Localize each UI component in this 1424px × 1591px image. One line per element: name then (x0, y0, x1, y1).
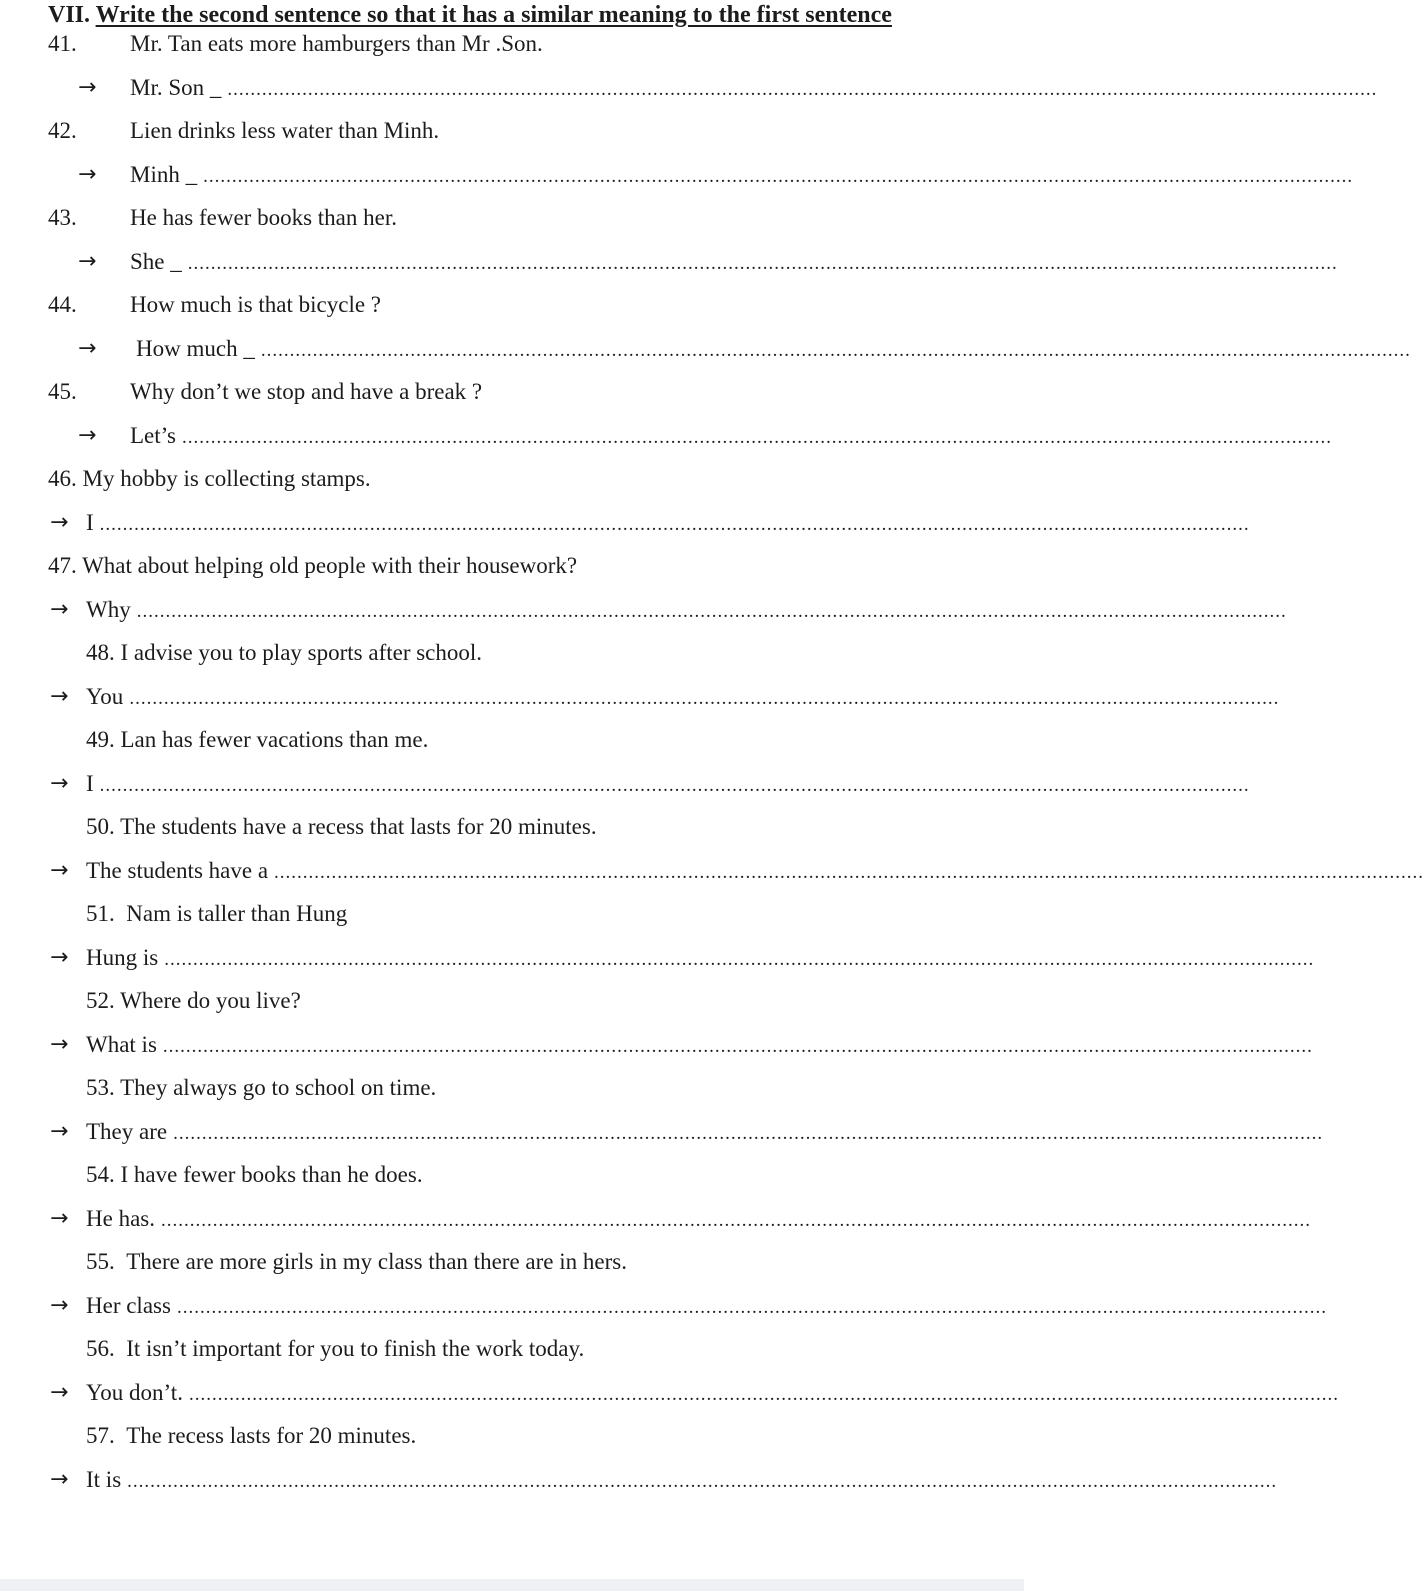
arrow-icon: → (78, 162, 97, 187)
arrow-icon: → (50, 510, 69, 535)
arrow-icon: → (50, 858, 69, 883)
dotted-line: ........................................................................................................................................................................................................ (127, 1471, 1278, 1492)
dotted-line: ........................................................................................................................................................................................................ (173, 1123, 1324, 1144)
answer-prompt: He has. (86, 1206, 155, 1231)
answer-blank[interactable] (86, 770, 1250, 800)
question-line (86, 1422, 416, 1450)
question-line (86, 1161, 423, 1189)
dotted-line: ........................................................................................................................................................................................................ (99, 775, 1250, 796)
dotted-line: ........................................................................................................................................................................................................ (260, 340, 1411, 361)
question-number: 43. (48, 205, 77, 230)
dotted-line: ........................................................................................................................................................................................................ (188, 1384, 1339, 1405)
arrow-icon: → (78, 75, 97, 100)
question-number: 41. (48, 31, 77, 56)
question-line (86, 1074, 436, 1102)
question-number: 47. (48, 553, 77, 578)
dotted-line: ........................................................................................................................................................................................................ (187, 253, 1338, 274)
dotted-line: ........................................................................................................................................................................................................ (99, 514, 1250, 535)
arrow-icon: → (50, 684, 69, 709)
question-number: 45. (48, 379, 77, 404)
question-number: 42. (48, 118, 77, 143)
question-sentence: I advise you to play sports after school. (120, 640, 483, 665)
answer-blank[interactable] (130, 161, 1354, 191)
arrow-icon: → (50, 1467, 69, 1492)
dotted-line: ........................................................................................................................................................................................................ (164, 949, 1315, 970)
dotted-line: ........................................................................................................................................................................................................ (274, 862, 1424, 883)
answer-prompt: The students have a (86, 858, 269, 883)
arrow-icon: → (50, 597, 69, 622)
question-number: 53. (86, 1075, 115, 1100)
answer-prompt: Let’s (130, 423, 176, 448)
question-sentence: It isn’t important for you to finish the work today. (126, 1336, 585, 1361)
question-sentence: The recess lasts for 20 minutes. (126, 1423, 417, 1448)
arrow-icon: → (78, 249, 97, 274)
question-number: 56. (86, 1336, 115, 1361)
section-title (48, 0, 1008, 30)
question-line (86, 1248, 627, 1276)
dotted-line: ........................................................................................................................................................................................................ (160, 1210, 1311, 1231)
dotted-line: ........................................................................................................................................................................................................ (162, 1036, 1313, 1057)
arrow-icon: → (50, 1380, 69, 1405)
question-line (86, 639, 482, 667)
answer-blank[interactable] (86, 683, 1280, 713)
question-sentence: How much is that bicycle ? (130, 292, 382, 317)
answer-prompt: Her class (86, 1293, 171, 1318)
question-sentence: They always go to school on time. (120, 1075, 437, 1100)
answer-prompt: She _ (130, 249, 182, 274)
question-sentence: He has fewer books than her. (130, 205, 397, 230)
question-line (86, 987, 301, 1015)
answer-prompt: Mr. Son _ (130, 75, 222, 100)
answer-prompt: You (86, 684, 124, 709)
answer-blank[interactable] (130, 422, 1332, 452)
answer-blank[interactable] (86, 944, 1315, 974)
answer-blank[interactable] (86, 857, 1424, 887)
answer-blank[interactable] (130, 74, 1378, 104)
question-sentence: Lan has fewer vacations than me. (120, 727, 429, 752)
question-line (48, 552, 577, 580)
question-sentence: Nam is taller than Hung (126, 901, 348, 926)
answer-blank[interactable] (86, 1118, 1324, 1148)
answer-prompt: What is (86, 1032, 157, 1057)
answer-blank[interactable] (86, 596, 1287, 626)
question-number: 51. (86, 901, 115, 926)
answer-blank[interactable] (86, 1205, 1311, 1235)
question-number: 52. (86, 988, 115, 1013)
answer-blank[interactable] (86, 509, 1250, 539)
question-number: 54. (86, 1162, 115, 1187)
question-line (48, 465, 371, 493)
question-number: 48. (86, 640, 115, 665)
arrow-icon: → (50, 1119, 69, 1144)
answer-prompt: You don’t. (86, 1380, 183, 1405)
arrow-icon: → (50, 1293, 69, 1318)
question-sentence: Lien drinks less water than Minh. (130, 118, 440, 143)
question-line (86, 726, 428, 754)
arrow-icon: → (50, 945, 69, 970)
section-instruction: Write the second sentence so that it has a similar meaning to the first sentence (95, 2, 892, 28)
question-sentence: What about helping old people with their housework? (82, 553, 578, 578)
question-number: 49. (86, 727, 115, 752)
answer-prompt: Why (86, 597, 131, 622)
dotted-line: ........................................................................................................................................................................................................ (136, 601, 1287, 622)
question-number: 55. (86, 1249, 115, 1274)
answer-blank[interactable] (86, 1031, 1313, 1061)
question-line (86, 813, 597, 841)
answer-blank[interactable] (86, 1379, 1339, 1409)
question-number: 44. (48, 292, 77, 317)
answer-blank[interactable] (130, 248, 1338, 278)
question-number: 50. (86, 814, 115, 839)
dotted-line: ........................................................................................................................................................................................................ (182, 427, 1332, 448)
question-sentence: My hobby is collecting stamps. (82, 466, 371, 491)
dotted-line: ........................................................................................................................................................................................................ (176, 1297, 1327, 1318)
answer-blank[interactable] (136, 335, 1411, 365)
answer-prompt: It is (86, 1467, 122, 1492)
arrow-icon: → (50, 1206, 69, 1231)
question-sentence: Where do you live? (120, 988, 301, 1013)
answer-prompt: How much _ (136, 336, 255, 361)
arrow-icon: → (78, 423, 97, 448)
question-number: 46. (48, 466, 77, 491)
arrow-icon: → (50, 1032, 69, 1057)
question-sentence: Why don’t we stop and have a break ? (130, 379, 483, 404)
answer-prompt: They are (86, 1119, 168, 1144)
arrow-icon: → (78, 336, 97, 361)
section-numeral: VII. (48, 2, 91, 28)
arrow-icon: → (50, 771, 69, 796)
dotted-line: ........................................................................................................................................................................................................ (227, 79, 1378, 100)
question-sentence: The students have a recess that lasts for 20 minutes. (120, 814, 597, 839)
question-line (86, 1335, 584, 1363)
answer-blank[interactable] (86, 1292, 1327, 1322)
question-sentence: There are more girls in my class than there are in hers. (126, 1249, 627, 1274)
question-sentence: Mr. Tan eats more hamburgers than Mr .Son. (130, 31, 543, 56)
question-sentence: I have fewer books than he does. (120, 1162, 423, 1187)
answer-blank[interactable] (86, 1466, 1278, 1496)
bottom-edge (0, 1579, 1024, 1591)
dotted-line: ........................................................................................................................................................................................................ (203, 166, 1354, 187)
answer-prompt: Minh _ (130, 162, 198, 187)
question-number: 57. (86, 1423, 115, 1448)
dotted-line: ........................................................................................................................................................................................................ (129, 688, 1280, 709)
answer-prompt: I (86, 510, 94, 535)
answer-prompt: I (86, 771, 94, 796)
question-line (86, 900, 347, 928)
answer-prompt: Hung is (86, 945, 159, 970)
